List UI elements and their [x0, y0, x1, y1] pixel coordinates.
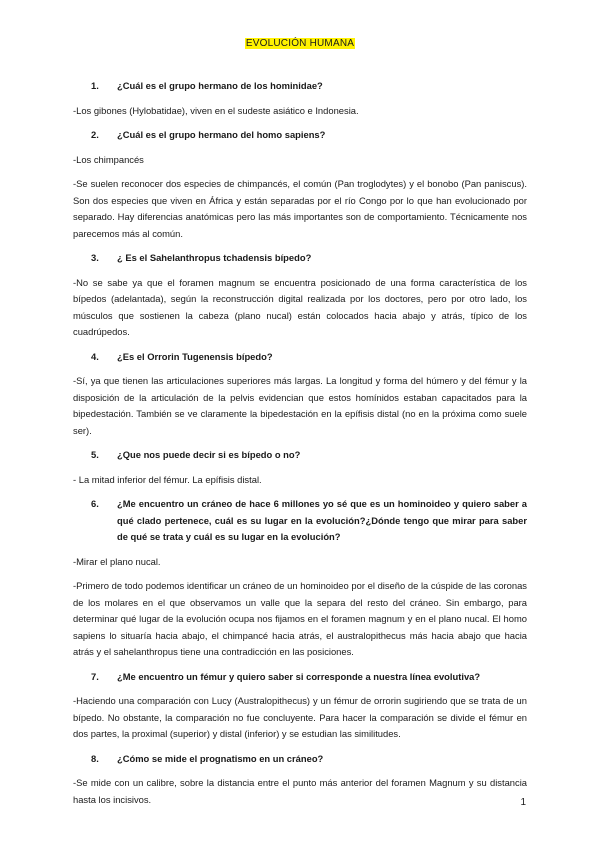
question-number: 3.	[91, 252, 99, 263]
page-number: 1	[520, 797, 526, 808]
question-1	[73, 78, 527, 95]
question-number: 4.	[91, 350, 99, 362]
answer-5-1: - La mitad inferior del fémur. La epífisis distal.	[73, 473, 262, 485]
answer-2-1: -Los chimpancés	[73, 153, 144, 165]
answer-4-1: -Sí, ya que tienen las articulaciones superiores más largas. La longitud y forma del húmero y del fémur y la disposición de la articulación de la pelvis evidencian que estos homínidos estaban capacitados para la bipedestación. También se ve claramente la bipedestación en la epífisis distal (no en la próxima como suele ser).	[73, 375, 527, 436]
question-number: 8.	[91, 752, 99, 764]
question-8	[73, 751, 527, 768]
title-text: EVOLUCIÓN HUMANA	[245, 38, 355, 49]
question-number: 7.	[91, 670, 99, 682]
answer-2-2: -Se suelen reconocer dos especies de chimpancés, el común (Pan troglodytes) y el bonobo (Pan paniscus). Son dos especies que viven en África y están separadas por el río Congo por lo que han evolucionado por separado. Hay diferencias anatómicas pero las más importantes son de comportamiento. Técnicamente nos parecemos más al común.	[73, 178, 527, 239]
question-7	[73, 669, 527, 686]
question-text: ¿ Es el Sahelanthropus tchadensis bípedo?	[117, 252, 312, 263]
question-number: 5.	[91, 449, 99, 460]
answer-8-1: -Se mide con un calibre, sobre la distancia entre el punto más anterior del foramen Magnum y su distancia hasta los incisivos.	[73, 777, 527, 805]
page-title	[0, 38, 600, 49]
answer-6-2: -Primero de todo podemos identificar un cráneo de un hominoideo por el diseño de la cúspide de las coronas de los molares en el que observamos un valle que la separa del resto del cráneo. Sin embargo, para determinar qué lugar de la evolución ocupa nos fijamos en el foramen magnum y en el plano nucal. El homo sapiens lo situaría hacia abajo, el chimpancé hacia atrás, el australopithecus más hacia abajo que hacia atrás y el sahelanthropus tiene una contradicción en las posiciones.	[73, 580, 527, 657]
question-text: ¿Cuál es el grupo hermano de los hominidae?	[117, 80, 323, 91]
question-text: ¿Que nos puede decir si es bípedo o no?	[117, 449, 301, 460]
question-text: ¿Cómo se mide el prognatismo en un cráneo?	[117, 752, 324, 764]
question-number: 2.	[91, 129, 99, 140]
question-text: ¿Me encuentro un fémur y quiero saber si corresponde a nuestra línea evolutiva?	[117, 670, 481, 682]
question-4	[73, 349, 527, 366]
answer-1-1: -Los gibones (Hylobatidae), viven en el sudeste asiático e Indonesia.	[73, 104, 359, 116]
question-3	[73, 250, 527, 267]
answer-3-1: -No se sabe ya que el foramen magnum se encuentra posicionado de una forma característica de los bípedos (adelantada), según la reconstrucción digital realizada por los doctores, pero por otro lado, los músculos que sostienen la cabeza (plano nucal) están colocados hacia abajo y atrás, típico de los cuadrúpedos.	[73, 276, 527, 337]
answer-6-1: -Mirar el plano nucal.	[73, 555, 161, 567]
question-text: ¿Cuál es el grupo hermano del homo sapiens?	[117, 129, 326, 140]
document-body	[73, 78, 527, 816]
question-2	[73, 127, 527, 144]
answer-7-1: -Haciendo una comparación con Lucy (Australopithecus) y un fémur de orrorin sugiriendo que se trata de un bípedo. No obstante, la comparación no fue concluyente. Para hacer la comparación se divide el fémur en dos partes, la proximal (superior) y distal (inferior) y se estudian las similitudes.	[73, 695, 527, 739]
question-text: ¿Es el Orrorin Tugenensis bípedo?	[117, 350, 273, 362]
question-text: ¿Me encuentro un cráneo de hace 6 millones yo sé que es un hominoideo y quiero saber a qué clado pertenece, cuál es su lugar en la evolución?¿Dónde tengo que mirar para saber de qué se trata y cuál es su lugar en la evolución?	[117, 498, 527, 542]
question-5	[73, 447, 527, 464]
question-number: 6.	[91, 498, 99, 509]
question-6	[73, 496, 527, 546]
question-number: 1.	[91, 80, 99, 91]
